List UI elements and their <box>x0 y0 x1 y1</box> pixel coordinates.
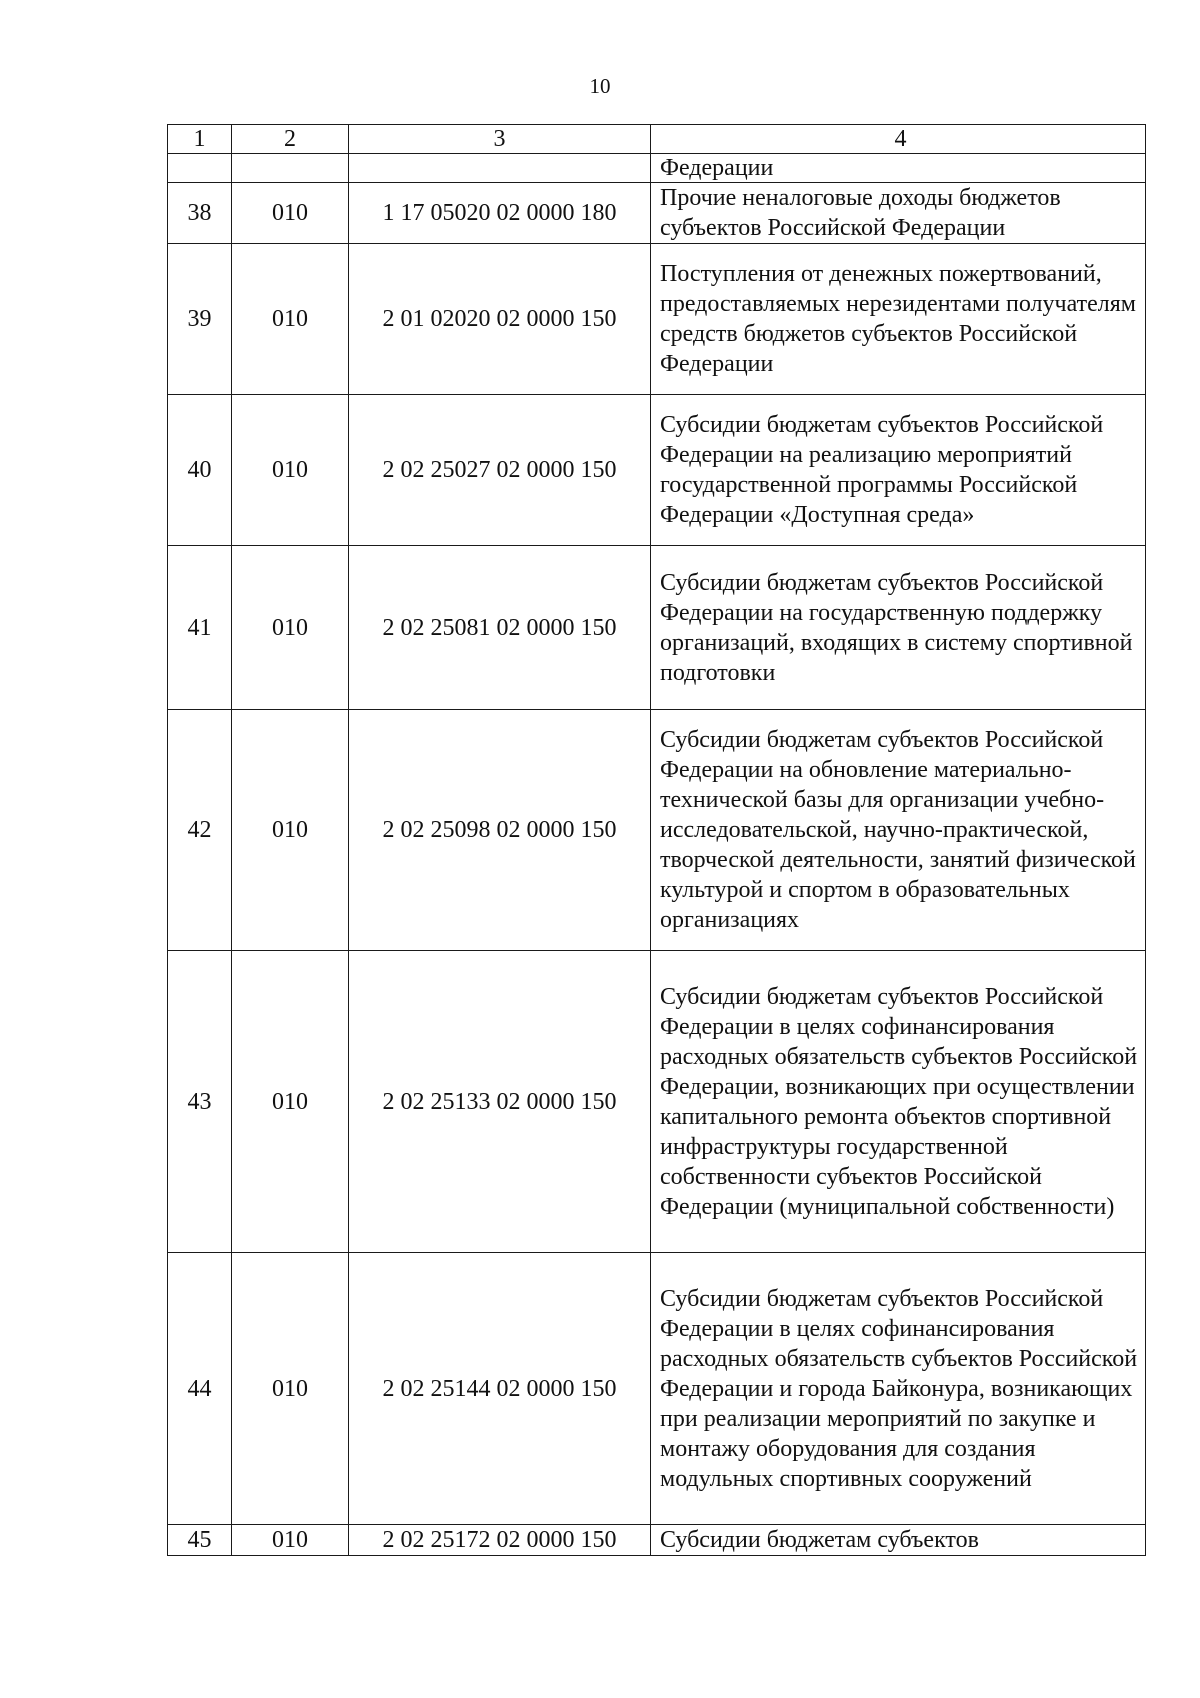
admin-code: 010 <box>232 244 349 395</box>
page-number: 10 <box>589 74 611 98</box>
budget-classification-code: 1 17 05020 02 0000 180 <box>349 183 651 244</box>
budget-classification-code: 2 02 25081 02 0000 150 <box>349 546 651 710</box>
budget-classification-code: 2 01 02020 02 0000 150 <box>349 244 651 395</box>
table-row <box>168 710 1146 951</box>
table-row <box>168 183 1146 244</box>
continuation-row <box>168 154 1146 183</box>
admin-code: 010 <box>232 546 349 710</box>
table-row <box>168 395 1146 546</box>
income-description: Субсидии бюджетам субъектов Российской Федерации на государственную поддержку организаций, входящих в систему спортивной подготовки <box>651 546 1146 710</box>
income-description: Субсидии бюджетам субъектов Российской Федерации на реализацию мероприятий государственной программы Российской Федерации «Доступная среда» <box>651 395 1146 546</box>
table-row <box>168 1525 1146 1556</box>
table-row <box>168 951 1146 1253</box>
income-description: Субсидии бюджетам субъектов Российской Федерации в целях софинансирования расходных обязательств субъектов Российской Федерации и города Байконура, возникающих при реализации мероприятий по закупке и монтажу оборудования для создания модульных спортивных сооружений <box>651 1253 1146 1525</box>
row-index: 45 <box>168 1525 232 1556</box>
income-description: Федерации <box>651 154 1146 183</box>
admin-code: 010 <box>232 951 349 1253</box>
income-description: Субсидии бюджетам субъектов Российской Федерации в целях софинансирования расходных обязательств субъектов Российской Федерации, возникающих при осуществлении капитального ремонта объектов спортивной инфраструктуры государственной собственности субъектов Российской Федерации (муниципальной собственности) <box>651 951 1146 1253</box>
row-index: 40 <box>168 395 232 546</box>
admin-code <box>232 154 349 183</box>
income-description: Поступления от денежных пожертвований, предоставляемых нерезидентами получателям средств бюджетов субъектов Российской Федерации <box>651 244 1146 395</box>
row-index: 41 <box>168 546 232 710</box>
income-description: Прочие неналоговые доходы бюджетов субъектов Российской Федерации <box>651 183 1146 244</box>
row-index: 39 <box>168 244 232 395</box>
row-index: 42 <box>168 710 232 951</box>
column-number-row <box>168 125 1146 154</box>
table-row <box>168 244 1146 395</box>
admin-code: 010 <box>232 710 349 951</box>
row-index <box>168 154 232 183</box>
admin-code: 010 <box>232 1253 349 1525</box>
budget-classification-code: 2 02 25144 02 0000 150 <box>349 1253 651 1525</box>
admin-code: 010 <box>232 395 349 546</box>
income-description: Субсидии бюджетам субъектов <box>651 1525 1146 1556</box>
column-number-3: 3 <box>349 125 651 154</box>
row-index: 38 <box>168 183 232 244</box>
budget-classification-code: 2 02 25098 02 0000 150 <box>349 710 651 951</box>
budget-classification-code: 2 02 25027 02 0000 150 <box>349 395 651 546</box>
column-number-4: 4 <box>651 125 1146 154</box>
row-index: 44 <box>168 1253 232 1525</box>
row-index: 43 <box>168 951 232 1253</box>
budget-classification-code: 2 02 25172 02 0000 150 <box>349 1525 651 1556</box>
budget-classification-code: 2 02 25133 02 0000 150 <box>349 951 651 1253</box>
admin-code: 010 <box>232 1525 349 1556</box>
admin-code: 010 <box>232 183 349 244</box>
table-row <box>168 1253 1146 1525</box>
income-codes-table <box>167 124 1146 1556</box>
budget-classification-code <box>349 154 651 183</box>
column-number-2: 2 <box>232 125 349 154</box>
income-description: Субсидии бюджетам субъектов Российской Федерации на обновление материально-технической базы для организации учебно-исследовательской, научно-практической, творческой деятельности, занятий физической культурой и спортом в образовательных организациях <box>651 710 1146 951</box>
table-row <box>168 546 1146 710</box>
column-number-1: 1 <box>168 125 232 154</box>
